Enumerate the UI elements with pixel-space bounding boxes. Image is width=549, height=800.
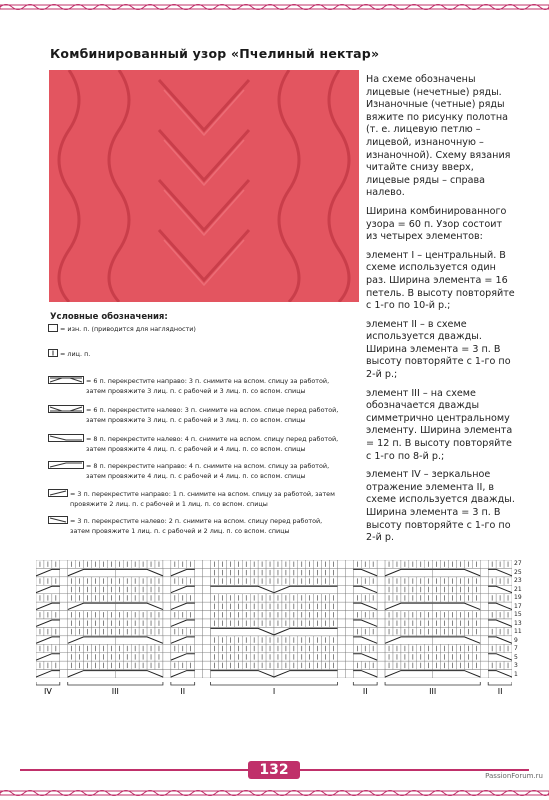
row-number: 27 bbox=[514, 560, 522, 567]
row-number: 3 bbox=[514, 662, 518, 669]
description-para: элемент I – центральный. В схеме используется один раз. Ширина элемента = 16 петель. В высоту повторяйте с 1-го по 10-й р.; bbox=[366, 249, 515, 312]
legend-text: = изн. п. (приводится для наглядности) bbox=[60, 325, 196, 333]
element-bracket bbox=[36, 682, 60, 696]
cable-8-left-icon bbox=[48, 434, 84, 442]
legend-text: = 8 п. перекрестите налево: 4 п. снимите на вспом. спицу перед работой, затем провяжите 4 лиц. п. с рабочей и 4 лиц. п. со вспом. спицы bbox=[86, 435, 339, 453]
element-bracket bbox=[353, 682, 377, 696]
purl-symbol-icon bbox=[48, 324, 58, 332]
legend-item bbox=[48, 516, 348, 536]
element-label: II bbox=[180, 687, 186, 696]
cable-6-right-icon bbox=[48, 376, 84, 384]
knitting-photo bbox=[49, 70, 359, 302]
knitting-chart bbox=[36, 560, 512, 678]
element-label: III bbox=[111, 687, 119, 696]
legend-item bbox=[48, 324, 348, 334]
bottom-ornament-border bbox=[0, 788, 549, 798]
legend-item bbox=[48, 461, 348, 481]
element-label: I bbox=[272, 687, 276, 696]
element-bracket bbox=[385, 682, 480, 696]
row-number: 17 bbox=[514, 602, 522, 610]
element-bracket bbox=[488, 682, 512, 696]
row-number: 1 bbox=[514, 670, 518, 678]
row-number: 21 bbox=[514, 585, 522, 593]
legend-text: = 3 п. перекрестите налево: 2 п. снимите на вспом. спицу перед работой, затем провяжите 1 лиц. п. с рабочей и 2 лиц. п. со вспом. спицы bbox=[70, 517, 323, 535]
element-label: II bbox=[497, 687, 503, 696]
legend-item bbox=[48, 405, 348, 425]
cable-3-right-icon bbox=[48, 489, 68, 497]
legend-item bbox=[48, 349, 348, 359]
row-number: 15 bbox=[514, 611, 522, 618]
top-ornament-border bbox=[0, 2, 549, 12]
element-bracket bbox=[68, 682, 163, 696]
chart-grid bbox=[36, 560, 512, 678]
description-text bbox=[366, 74, 516, 551]
description-para: элемент IV – зеркальное отражение элемента II, в схеме используется дважды. Ширина элемента = 3 п. В высоту повторяйте с 1-го по 2-й р. bbox=[366, 469, 515, 544]
element-label: III bbox=[429, 687, 437, 696]
row-number: 25 bbox=[514, 568, 522, 576]
page-title: Комбинированный узор «Пчелиный нектар» bbox=[50, 46, 380, 61]
row-number: 19 bbox=[514, 594, 522, 601]
row-number: 11 bbox=[514, 628, 522, 635]
description-para: элемент III – на схеме обозначается дважды симметрично центральному элементу. Ширина элемента = 12 п. В высоту повторяйте с 1-го по 8-й р.; bbox=[366, 387, 513, 462]
legend-text: = лиц. п. bbox=[60, 350, 91, 358]
legend-item bbox=[48, 489, 348, 509]
element-label: II bbox=[362, 687, 368, 696]
knit-symbol-icon bbox=[48, 349, 58, 357]
row-numbers bbox=[514, 560, 534, 680]
row-number: 23 bbox=[514, 577, 522, 584]
row-number: 5 bbox=[514, 653, 518, 661]
element-labels bbox=[36, 680, 512, 700]
legend-text: = 6 п. перекрестите налево: 3 п. снимите на вспом. спице перед работой, затем провяжите 3 лиц. п. с рабочей и 3 лиц. п. со вспом. спицы bbox=[86, 406, 339, 424]
legend-item bbox=[48, 376, 348, 396]
description-para: Ширина комбинированного узора = 60 п. Узор состоит из четырех элементов: bbox=[366, 205, 507, 243]
row-number: 9 bbox=[514, 636, 518, 644]
description-para: На схеме обозначены лицевые (нечетные) ряды. Изнаночные (четные) ряды вяжите по рисунку полотна (т. е. лицевую петлю – лицевой, изнаночную – изнаночной). Схему вязания читайте снизу вверх, лицевые ряды – справа налево. bbox=[366, 74, 511, 199]
description-para: элемент II – в схеме используется дважды. Ширина элемента = 3 п. В высоту повторяйте с 1-го по 2-й р.; bbox=[366, 318, 511, 381]
row-number: 13 bbox=[514, 619, 522, 627]
element-label: IV bbox=[43, 687, 52, 696]
legend-item bbox=[48, 434, 348, 454]
element-bracket bbox=[211, 682, 338, 696]
legend-text: = 6 п. перекрестите направо: 3 п. снимите на вспом. спицу за работой, затем провяжите 3 лиц. п. с рабочей и 3 лиц. п. со вспом. спицы bbox=[86, 377, 330, 395]
legend-text: = 3 п. перекрестите направо: 1 п. снимите на вспом. спицу за работой, затем провяжите 2 лиц. п. с рабочей и 1 лиц. п. со вспом. спицы bbox=[70, 490, 335, 508]
watermark: PassionForum.ru bbox=[485, 772, 543, 780]
legend-title: Условные обозначения: bbox=[50, 312, 168, 322]
cable-6-left-icon bbox=[48, 405, 84, 413]
cable-3-left-icon bbox=[48, 516, 68, 524]
page-number: 132 bbox=[248, 761, 300, 779]
legend-text: = 8 п. перекрестите направо: 4 п. снимите на вспом. спицу за работой, затем провяжите 4 лиц. п. с рабочей и 4 лиц. п. со вспом. спицы bbox=[86, 462, 330, 480]
element-bracket bbox=[171, 682, 195, 696]
row-number: 7 bbox=[514, 645, 518, 652]
cable-8-right-icon bbox=[48, 461, 84, 469]
